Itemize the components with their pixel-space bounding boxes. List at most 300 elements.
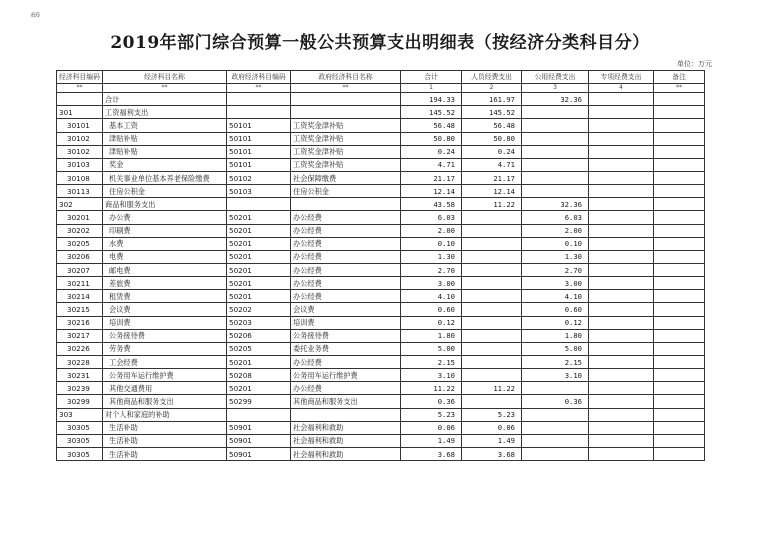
gov-code-cell: 50901 — [227, 447, 291, 460]
amount-cell — [522, 132, 589, 145]
amount-cell — [462, 369, 522, 382]
table-row — [57, 355, 705, 368]
econ-name-cell: 生活补助 — [103, 421, 227, 434]
amount-cell — [522, 408, 589, 421]
amount-cell: 43.58 — [401, 198, 462, 211]
remark-cell — [654, 342, 705, 355]
amount-cell: 12.14 — [462, 185, 522, 198]
gov-name-cell: 办公经费 — [291, 224, 401, 237]
econ-code-cell: 30205 — [57, 237, 103, 250]
amount-cell: 2.00 — [522, 224, 589, 237]
gov-name-cell: 办公经费 — [291, 277, 401, 290]
table-row — [57, 277, 705, 290]
econ-name-cell: 住房公积金 — [103, 185, 227, 198]
amount-cell: 2.70 — [401, 263, 462, 276]
table-row — [57, 434, 705, 447]
gov-name-cell: 工资奖金津补贴 — [291, 145, 401, 158]
column-index: 4 — [589, 84, 654, 93]
column-index: 3 — [522, 84, 589, 93]
econ-code-cell: 30108 — [57, 171, 103, 184]
econ-name-cell: 其他交通费用 — [103, 382, 227, 395]
amount-cell: 1.30 — [401, 250, 462, 263]
econ-code-cell: 30239 — [57, 382, 103, 395]
amount-cell — [522, 145, 589, 158]
gov-name-cell: 工资奖金津补贴 — [291, 119, 401, 132]
column-header: 政府经济科目编码 — [227, 71, 291, 84]
amount-cell — [589, 303, 654, 316]
gov-name-cell: 社会福利和救助 — [291, 421, 401, 434]
table-row — [57, 119, 705, 132]
econ-name-cell: 工会经费 — [103, 355, 227, 368]
amount-cell — [462, 211, 522, 224]
gov-name-cell: 公务用车运行维护费 — [291, 369, 401, 382]
gov-code-cell: 50203 — [227, 316, 291, 329]
amount-cell: 50.80 — [462, 132, 522, 145]
amount-cell — [522, 382, 589, 395]
econ-code-cell: 30102 — [57, 132, 103, 145]
gov-code-cell: 50101 — [227, 158, 291, 171]
econ-code-cell: 30305 — [57, 447, 103, 460]
econ-name-cell: 生活补助 — [103, 434, 227, 447]
econ-code-cell: 30228 — [57, 355, 103, 368]
econ-name-cell: 津贴补贴 — [103, 132, 227, 145]
gov-code-cell — [227, 93, 291, 106]
amount-cell — [589, 355, 654, 368]
econ-name-cell: 公务接待费 — [103, 329, 227, 342]
amount-cell: 11.22 — [462, 382, 522, 395]
econ-code-cell: 30217 — [57, 329, 103, 342]
amount-cell — [589, 447, 654, 460]
amount-cell — [522, 158, 589, 171]
gov-code-cell: 50101 — [227, 145, 291, 158]
column-header: 经济科目编码 — [57, 71, 103, 84]
amount-cell: 0.12 — [522, 316, 589, 329]
econ-name-cell: 工资福利支出 — [103, 106, 227, 119]
amount-cell — [589, 145, 654, 158]
econ-code-cell: 302 — [57, 198, 103, 211]
gov-code-cell: 50299 — [227, 395, 291, 408]
amount-cell — [589, 158, 654, 171]
amount-cell — [462, 303, 522, 316]
column-index: ** — [654, 84, 705, 93]
amount-cell: 0.36 — [401, 395, 462, 408]
gov-name-cell: 工资奖金津补贴 — [291, 158, 401, 171]
amount-cell — [589, 224, 654, 237]
gov-name-cell: 办公经费 — [291, 290, 401, 303]
remark-cell — [654, 132, 705, 145]
amount-cell: 2.15 — [522, 355, 589, 368]
table-row — [57, 447, 705, 460]
remark-cell — [654, 250, 705, 263]
econ-name-cell: 差旅费 — [103, 277, 227, 290]
gov-code-cell: 50901 — [227, 421, 291, 434]
amount-cell — [589, 395, 654, 408]
table-row — [57, 158, 705, 171]
amount-cell: 0.60 — [522, 303, 589, 316]
gov-code-cell — [227, 198, 291, 211]
amount-cell — [462, 342, 522, 355]
gov-name-cell — [291, 93, 401, 106]
remark-cell — [654, 277, 705, 290]
gov-code-cell: 50101 — [227, 119, 291, 132]
econ-name-cell: 合计 — [103, 93, 227, 106]
gov-name-cell: 培训费 — [291, 316, 401, 329]
gov-name-cell: 办公经费 — [291, 355, 401, 368]
econ-name-cell: 水费 — [103, 237, 227, 250]
gov-name-cell: 办公经费 — [291, 211, 401, 224]
table-row — [57, 224, 705, 237]
amount-cell: 3.10 — [522, 369, 589, 382]
gov-code-cell: 50901 — [227, 434, 291, 447]
amount-cell — [589, 434, 654, 447]
amount-cell — [462, 277, 522, 290]
amount-cell: 11.22 — [462, 198, 522, 211]
amount-cell — [589, 408, 654, 421]
econ-code-cell: 30103 — [57, 158, 103, 171]
remark-cell — [654, 171, 705, 184]
gov-name-cell: 办公经费 — [291, 237, 401, 250]
gov-code-cell — [227, 408, 291, 421]
table-row — [57, 263, 705, 276]
amount-cell: 0.06 — [462, 421, 522, 434]
gov-name-cell: 会议费 — [291, 303, 401, 316]
column-header: 公用经费支出 — [522, 71, 589, 84]
amount-cell — [589, 250, 654, 263]
amount-cell: 4.10 — [522, 290, 589, 303]
gov-name-cell: 社会福利和救助 — [291, 434, 401, 447]
econ-name-cell: 奖金 — [103, 158, 227, 171]
remark-cell — [654, 447, 705, 460]
gov-code-cell: 50101 — [227, 132, 291, 145]
econ-code-cell: 301 — [57, 106, 103, 119]
amount-cell: 3.10 — [401, 369, 462, 382]
amount-cell: 56.48 — [462, 119, 522, 132]
amount-cell — [522, 185, 589, 198]
column-index: ** — [227, 84, 291, 93]
gov-code-cell: 50201 — [227, 263, 291, 276]
amount-cell: 0.36 — [522, 395, 589, 408]
econ-name-cell: 公务用车运行维护费 — [103, 369, 227, 382]
gov-name-cell: 委托业务费 — [291, 342, 401, 355]
econ-code-cell: 30215 — [57, 303, 103, 316]
remark-cell — [654, 158, 705, 171]
amount-cell — [589, 421, 654, 434]
column-header: 政府经济科目名称 — [291, 71, 401, 84]
amount-cell — [462, 316, 522, 329]
expenditure-table — [56, 70, 705, 461]
econ-code-cell: 30113 — [57, 185, 103, 198]
amount-cell: 11.22 — [401, 382, 462, 395]
econ-code-cell: 30305 — [57, 434, 103, 447]
amount-cell — [462, 224, 522, 237]
econ-code-cell — [57, 93, 103, 106]
amount-cell: 0.06 — [401, 421, 462, 434]
gov-name-cell: 办公经费 — [291, 382, 401, 395]
amount-cell — [589, 263, 654, 276]
column-index: 1 — [401, 84, 462, 93]
amount-cell: 4.10 — [401, 290, 462, 303]
amount-cell — [589, 369, 654, 382]
gov-name-cell: 公务接待费 — [291, 329, 401, 342]
amount-cell: 2.70 — [522, 263, 589, 276]
econ-code-cell: 30101 — [57, 119, 103, 132]
amount-cell: 145.52 — [462, 106, 522, 119]
table-row — [57, 237, 705, 250]
column-header: 经济科目名称 — [103, 71, 227, 84]
unit-label: 单位：万元 — [677, 60, 712, 68]
amount-cell — [522, 421, 589, 434]
gov-code-cell: 50201 — [227, 211, 291, 224]
econ-code-cell: 30207 — [57, 263, 103, 276]
amount-cell: 0.10 — [401, 237, 462, 250]
table-row — [57, 395, 705, 408]
remark-cell — [654, 355, 705, 368]
econ-name-cell: 租赁费 — [103, 290, 227, 303]
amount-cell — [589, 119, 654, 132]
table-row — [57, 145, 705, 158]
gov-code-cell: 50201 — [227, 290, 291, 303]
amount-cell: 1.80 — [522, 329, 589, 342]
column-header: 专项经费支出 — [589, 71, 654, 84]
amount-cell: 5.00 — [522, 342, 589, 355]
remark-cell — [654, 263, 705, 276]
gov-code-cell: 50201 — [227, 237, 291, 250]
gov-name-cell: 办公经费 — [291, 250, 401, 263]
gov-name-cell: 其他商品和服务支出 — [291, 395, 401, 408]
gov-name-cell: 工资奖金津补贴 — [291, 132, 401, 145]
gov-name-cell: 社会保障缴费 — [291, 171, 401, 184]
amount-cell — [589, 106, 654, 119]
amount-cell — [589, 342, 654, 355]
econ-code-cell: 30102 — [57, 145, 103, 158]
amount-cell: 56.48 — [401, 119, 462, 132]
gov-code-cell: 50206 — [227, 329, 291, 342]
table-row — [57, 93, 705, 106]
column-header: 备注 — [654, 71, 705, 84]
table-row — [57, 329, 705, 342]
econ-name-cell: 劳务费 — [103, 342, 227, 355]
table-row — [57, 382, 705, 395]
remark-cell — [654, 185, 705, 198]
column-index: ** — [103, 84, 227, 93]
econ-code-cell: 30216 — [57, 316, 103, 329]
amount-cell — [462, 237, 522, 250]
gov-name-cell: 办公经费 — [291, 263, 401, 276]
amount-cell — [589, 171, 654, 184]
econ-code-cell: 30231 — [57, 369, 103, 382]
amount-cell — [522, 119, 589, 132]
remark-cell — [654, 119, 705, 132]
econ-name-cell: 会议费 — [103, 303, 227, 316]
amount-cell: 21.17 — [401, 171, 462, 184]
column-index-row — [57, 84, 705, 93]
table-number: 表6 — [30, 12, 40, 19]
remark-cell — [654, 316, 705, 329]
amount-cell: 145.52 — [401, 106, 462, 119]
econ-code-cell: 30201 — [57, 211, 103, 224]
column-index: ** — [57, 84, 103, 93]
amount-cell — [522, 447, 589, 460]
amount-cell — [522, 434, 589, 447]
amount-cell: 6.03 — [401, 211, 462, 224]
amount-cell: 3.00 — [401, 277, 462, 290]
remark-cell — [654, 237, 705, 250]
amount-cell: 4.71 — [462, 158, 522, 171]
amount-cell: 2.00 — [401, 224, 462, 237]
amount-cell: 5.23 — [401, 408, 462, 421]
table-row — [57, 106, 705, 119]
amount-cell — [589, 185, 654, 198]
amount-cell — [589, 93, 654, 106]
econ-name-cell: 生活补助 — [103, 447, 227, 460]
amount-cell: 161.97 — [462, 93, 522, 106]
gov-code-cell: 50201 — [227, 277, 291, 290]
amount-cell: 0.24 — [462, 145, 522, 158]
table-row — [57, 171, 705, 184]
gov-code-cell: 50208 — [227, 369, 291, 382]
amount-cell — [462, 250, 522, 263]
amount-cell — [589, 132, 654, 145]
amount-cell: 32.36 — [522, 93, 589, 106]
remark-cell — [654, 434, 705, 447]
remark-cell — [654, 290, 705, 303]
econ-name-cell: 对个人和家庭的补助 — [103, 408, 227, 421]
remark-cell — [654, 211, 705, 224]
page-title: 2019年部门综合预算一般公共预算支出明细表（按经济分类科目分） — [110, 33, 650, 53]
gov-code-cell: 50102 — [227, 171, 291, 184]
amount-cell: 0.60 — [401, 303, 462, 316]
econ-name-cell: 其他商品和服务支出 — [103, 395, 227, 408]
amount-cell — [522, 171, 589, 184]
gov-code-cell: 50201 — [227, 250, 291, 263]
column-header: 合计 — [401, 71, 462, 84]
gov-code-cell: 50201 — [227, 382, 291, 395]
amount-cell: 0.24 — [401, 145, 462, 158]
amount-cell: 5.00 — [401, 342, 462, 355]
amount-cell: 1.30 — [522, 250, 589, 263]
econ-name-cell: 电费 — [103, 250, 227, 263]
amount-cell — [589, 237, 654, 250]
gov-code-cell: 50201 — [227, 355, 291, 368]
remark-cell — [654, 421, 705, 434]
column-header: 人员经费支出 — [462, 71, 522, 84]
amount-cell: 6.03 — [522, 211, 589, 224]
remark-cell — [654, 369, 705, 382]
remark-cell — [654, 145, 705, 158]
amount-cell: 4.71 — [401, 158, 462, 171]
amount-cell: 1.49 — [401, 434, 462, 447]
remark-cell — [654, 382, 705, 395]
table-row — [57, 421, 705, 434]
amount-cell: 32.36 — [522, 198, 589, 211]
econ-name-cell: 津贴补贴 — [103, 145, 227, 158]
table-row — [57, 290, 705, 303]
amount-cell — [589, 329, 654, 342]
remark-cell — [654, 93, 705, 106]
amount-cell — [462, 329, 522, 342]
amount-cell — [589, 211, 654, 224]
amount-cell — [462, 263, 522, 276]
amount-cell: 194.33 — [401, 93, 462, 106]
amount-cell: 21.17 — [462, 171, 522, 184]
amount-cell: 2.15 — [401, 355, 462, 368]
gov-name-cell — [291, 408, 401, 421]
gov-name-cell — [291, 106, 401, 119]
table-row — [57, 211, 705, 224]
amount-cell — [589, 316, 654, 329]
table-row — [57, 342, 705, 355]
econ-code-cell: 30206 — [57, 250, 103, 263]
table-row — [57, 132, 705, 145]
amount-cell: 50.80 — [401, 132, 462, 145]
remark-cell — [654, 106, 705, 119]
table-row — [57, 369, 705, 382]
econ-code-cell: 30305 — [57, 421, 103, 434]
amount-cell — [589, 382, 654, 395]
econ-name-cell: 商品和服务支出 — [103, 198, 227, 211]
amount-cell: 3.68 — [401, 447, 462, 460]
amount-cell — [589, 198, 654, 211]
table-row — [57, 250, 705, 263]
table-row — [57, 185, 705, 198]
table-row — [57, 408, 705, 421]
econ-code-cell: 30211 — [57, 277, 103, 290]
amount-cell — [462, 355, 522, 368]
table-row — [57, 303, 705, 316]
remark-cell — [654, 303, 705, 316]
gov-code-cell: 50103 — [227, 185, 291, 198]
amount-cell — [589, 277, 654, 290]
econ-code-cell: 30202 — [57, 224, 103, 237]
gov-code-cell — [227, 106, 291, 119]
remark-cell — [654, 198, 705, 211]
econ-code-cell: 30214 — [57, 290, 103, 303]
amount-cell — [589, 290, 654, 303]
econ-name-cell: 机关事业单位基本养老保险缴费 — [103, 171, 227, 184]
amount-cell: 0.12 — [401, 316, 462, 329]
econ-code-cell: 30299 — [57, 395, 103, 408]
remark-cell — [654, 224, 705, 237]
column-index: ** — [291, 84, 401, 93]
gov-code-cell: 50205 — [227, 342, 291, 355]
header-row — [57, 71, 705, 84]
amount-cell: 3.00 — [522, 277, 589, 290]
amount-cell: 1.80 — [401, 329, 462, 342]
amount-cell — [462, 395, 522, 408]
econ-name-cell: 邮电费 — [103, 263, 227, 276]
gov-name-cell — [291, 198, 401, 211]
amount-cell: 3.68 — [462, 447, 522, 460]
econ-name-cell: 印刷费 — [103, 224, 227, 237]
amount-cell: 12.14 — [401, 185, 462, 198]
table-row — [57, 198, 705, 211]
gov-name-cell: 住房公积金 — [291, 185, 401, 198]
gov-code-cell: 50202 — [227, 303, 291, 316]
amount-cell: 5.23 — [462, 408, 522, 421]
column-index: 2 — [462, 84, 522, 93]
econ-name-cell: 培训费 — [103, 316, 227, 329]
amount-cell — [462, 290, 522, 303]
econ-code-cell: 303 — [57, 408, 103, 421]
table-row — [57, 316, 705, 329]
econ-name-cell: 办公费 — [103, 211, 227, 224]
gov-name-cell: 社会福利和救助 — [291, 447, 401, 460]
remark-cell — [654, 408, 705, 421]
remark-cell — [654, 395, 705, 408]
remark-cell — [654, 329, 705, 342]
econ-code-cell: 30226 — [57, 342, 103, 355]
econ-name-cell: 基本工资 — [103, 119, 227, 132]
